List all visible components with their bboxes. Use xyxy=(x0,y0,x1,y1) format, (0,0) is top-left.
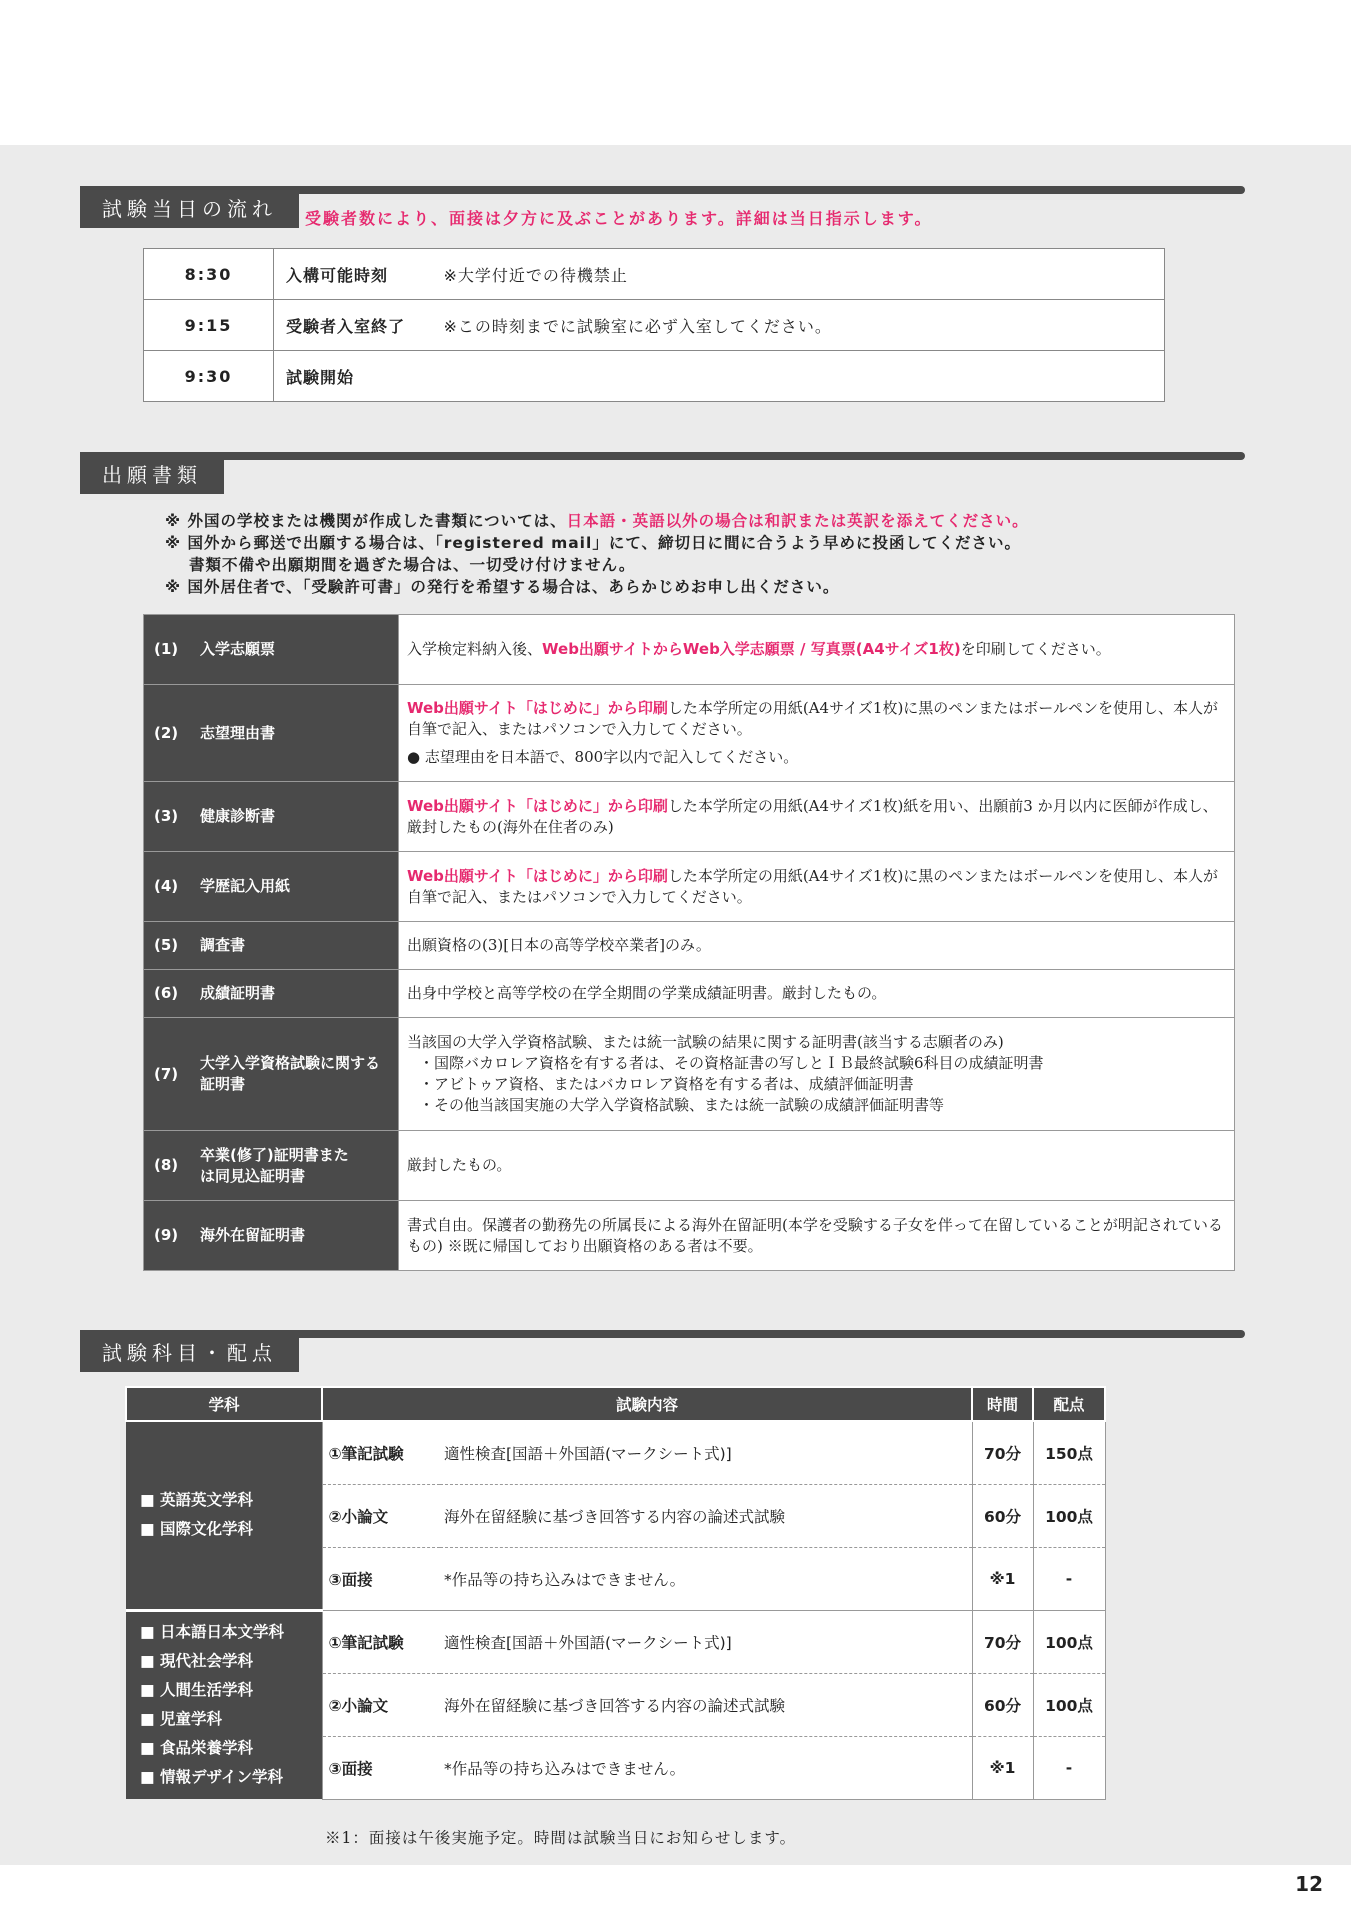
document-line: 当該国の大学入学資格試験、または統一試験の結果に関する証明書(該当する志願者のみ) xyxy=(407,1033,1004,1051)
document-row xyxy=(144,970,1235,1018)
subjects-footnote: ※1：面接は午後実施予定。時間は試験当日にお知らせします。 xyxy=(325,1829,797,1847)
exam-score: 100点 xyxy=(1033,1673,1105,1736)
exam-type: ①筆記試験 xyxy=(322,1421,440,1484)
document-label: 学歴記入用紙 xyxy=(200,877,291,895)
page-number: 12 xyxy=(1295,1872,1323,1896)
document-row xyxy=(144,1018,1235,1131)
document-highlight: Web出願サイト「はじめに」から印刷 xyxy=(407,866,668,885)
document-number: (1) xyxy=(154,640,179,658)
document-header xyxy=(144,922,399,970)
document-highlight: Web出願サイト「はじめに」から印刷 xyxy=(407,699,668,717)
exam-type: ①筆記試験 xyxy=(322,1610,440,1673)
document-text: した本学所定の用紙(A4サイズ1枚)紙を用い、出願前3 か月以内に医師が作成し、厳封したもの(海外在住者のみ) xyxy=(407,796,1218,836)
document-line: ・アビトゥア資格、またはバカロレア資格を有する者は、成績評価証明書 xyxy=(419,1075,914,1093)
document-header xyxy=(144,1201,399,1271)
document-row xyxy=(144,1131,1235,1201)
header-dept: 学科 xyxy=(126,1387,322,1421)
document-description xyxy=(399,852,1235,922)
documents-table xyxy=(143,614,1235,1271)
document-header xyxy=(144,852,399,922)
document-label: 海外在留証明書 xyxy=(200,1226,306,1244)
subject-row xyxy=(126,1610,1105,1673)
subject-row xyxy=(126,1421,1105,1484)
department-name: ■ 児童学科 xyxy=(140,1710,223,1729)
document-number: (6) xyxy=(154,984,179,1002)
docs-note-1-highlight: 日本語・英語以外の場合は和訳または英訳を添えてください。 xyxy=(566,512,1029,530)
document-text: 入学検定料納入後、 xyxy=(407,640,543,658)
exam-content: 適性検査[国語＋外国語(マークシート式)] xyxy=(440,1421,972,1484)
schedule-note xyxy=(434,351,1165,402)
exam-content: *作品等の持ち込みはできません。 xyxy=(440,1736,972,1799)
document-number: (8) xyxy=(154,1156,179,1174)
exam-content: *作品等の持ち込みはできません。 xyxy=(440,1547,972,1610)
exam-score: 150点 xyxy=(1033,1421,1105,1484)
document-line: ・その他当該国実施の大学入学資格試験、または統一試験の成績評価証明書等 xyxy=(419,1096,945,1114)
exam-score: 100点 xyxy=(1033,1484,1105,1547)
schedule-row xyxy=(144,300,1165,351)
document-header xyxy=(144,1131,399,1201)
schedule-label: 入構可能時刻 xyxy=(274,249,434,300)
document-description xyxy=(399,782,1235,852)
department-name: ■ 国際文化学科 xyxy=(140,1520,254,1539)
document-row xyxy=(144,782,1235,852)
exam-content: 海外在留経験に基づき回答する内容の論述式試験 xyxy=(440,1673,972,1736)
document-row xyxy=(144,685,1235,782)
exam-score: - xyxy=(1033,1736,1105,1799)
subjects-table xyxy=(125,1386,1106,1800)
document-number: (2) xyxy=(154,723,179,742)
exam-time: ※1 xyxy=(972,1736,1033,1799)
exam-content: 海外在留経験に基づき回答する内容の論述式試験 xyxy=(440,1484,972,1547)
document-description: 出願資格の(3)[日本の高等学校卒業者]のみ。 xyxy=(399,922,1235,970)
document-label: 入学志願票 xyxy=(200,640,276,658)
document-number: (9) xyxy=(154,1226,179,1244)
exam-score: 100点 xyxy=(1033,1610,1105,1673)
section-bar-docs xyxy=(80,452,1245,460)
document-text: した本学所定の用紙(A4サイズ1枚)に黒のペンまたはボールペンを使用し、本人が自筆で記入、またはパソコンで入力してください。 xyxy=(407,866,1219,906)
document-highlight: Web出願サイトからWeb入学志願票 / 写真票(A4サイズ1枚) xyxy=(542,640,961,658)
schedule-row xyxy=(144,249,1165,300)
document-label: 卒業(修了)証明書または同見込証明書 xyxy=(200,1145,349,1185)
section-title-subjects: 試験科目・配点 xyxy=(80,1330,299,1372)
document-number: (3) xyxy=(154,807,179,825)
document-row xyxy=(144,852,1235,922)
document-number: (5) xyxy=(154,936,179,954)
document-highlight: Web出願サイト「はじめに」から印刷 xyxy=(407,796,668,815)
schedule-time: 8:30 xyxy=(144,249,274,300)
schedule-table xyxy=(143,248,1165,402)
header-time: 時間 xyxy=(972,1387,1033,1421)
document-row xyxy=(144,922,1235,970)
schedule-label: 受験者入室終了 xyxy=(274,300,434,351)
docs-note-1 xyxy=(165,510,1029,532)
document-number: (7) xyxy=(154,1064,179,1083)
document-description xyxy=(399,1018,1235,1131)
section-title-flow: 試験当日の流れ xyxy=(80,186,299,228)
docs-note-3: ※ 国外居住者で、「受験許可書」の発行を希望する場合は、あらかじめお申し出ください。 xyxy=(165,578,840,596)
exam-content: 適性検査[国語＋外国語(マークシート式)] xyxy=(440,1610,972,1673)
exam-type: ③面接 xyxy=(322,1547,440,1610)
subjects-header-row xyxy=(126,1387,1105,1421)
schedule-time: 9:30 xyxy=(144,351,274,402)
document-description xyxy=(399,615,1235,685)
exam-time: ※1 xyxy=(972,1547,1033,1610)
header-content: 試験内容 xyxy=(322,1387,972,1421)
document-description: 出身中学校と高等学校の在学全期間の学業成績証明書。厳封したもの。 xyxy=(399,970,1235,1018)
exam-time: 70分 xyxy=(972,1610,1033,1673)
exam-time: 70分 xyxy=(972,1421,1033,1484)
exam-score: - xyxy=(1033,1547,1105,1610)
document-label: 大学入学資格試験に関する証明書 xyxy=(200,1054,381,1093)
document-description: 書式自由。保護者の勤務先の所属長による海外在留証明(本学を受験する子女を伴って在留していることが明記されているもの) ※既に帰国しており出願資格のある者は不要。 xyxy=(399,1201,1235,1271)
document-extra-note: ● 志望理由を日本語で、800字以内で記入してください。 xyxy=(407,748,799,766)
exam-type: ②小論文 xyxy=(322,1484,440,1547)
department-name: ■ 現代社会学科 xyxy=(140,1652,254,1671)
document-row xyxy=(144,1201,1235,1271)
department-name: ■ 食品栄養学科 xyxy=(140,1739,254,1758)
section-title-docs: 出願書類 xyxy=(80,452,224,494)
document-header xyxy=(144,685,399,782)
department-name: ■ 人間生活学科 xyxy=(140,1681,254,1700)
department-name: ■ 日本語日本文学科 xyxy=(140,1623,285,1642)
docs-notes xyxy=(165,510,1029,598)
department-name: ■ 英語英文学科 xyxy=(140,1491,254,1510)
docs-note-1-text: ※ 外国の学校または機関が作成した書類については、 xyxy=(165,512,567,530)
document-header xyxy=(144,970,399,1018)
document-header xyxy=(144,782,399,852)
exam-time: 60分 xyxy=(972,1673,1033,1736)
document-label: 健康診断書 xyxy=(200,807,276,825)
schedule-row xyxy=(144,351,1165,402)
document-label: 調査書 xyxy=(200,936,246,954)
docs-note-2b: 書類不備や出願期間を過ぎた場合は、一切受け付けません。 xyxy=(189,556,636,574)
document-line: ・国際バカロレア資格を有する者は、その資格証書の写しとＩＢ最終試験6科目の成績証明書 xyxy=(419,1054,1044,1072)
schedule-note: ※大学付近での待機禁止 xyxy=(434,249,1165,300)
exam-time: 60分 xyxy=(972,1484,1033,1547)
document-description: 厳封したもの。 xyxy=(399,1131,1235,1201)
schedule-note: ※この時刻までに試験室に必ず入室してください。 xyxy=(434,300,1165,351)
document-row xyxy=(144,615,1235,685)
exam-type: ③面接 xyxy=(322,1736,440,1799)
department-name: ■ 情報デザイン学科 xyxy=(140,1768,283,1787)
document-description xyxy=(399,685,1235,782)
schedule-label: 試験開始 xyxy=(274,351,434,402)
exam-type: ②小論文 xyxy=(322,1673,440,1736)
schedule-time: 9:15 xyxy=(144,300,274,351)
document-header xyxy=(144,1018,399,1131)
document-label: 成績証明書 xyxy=(200,984,276,1002)
document-header xyxy=(144,615,399,685)
department-group xyxy=(126,1610,322,1799)
header-score: 配点 xyxy=(1033,1387,1105,1421)
docs-note-2: ※ 国外から郵送で出願する場合は、「registered mail」にて、締切日に間に合うよう早めに投函してください。 xyxy=(165,534,1022,552)
flow-note: 受験者数により、面接は夕方に及ぶことがあります。詳細は当日指示します。 xyxy=(305,209,933,228)
department-group xyxy=(126,1421,322,1610)
document-text: した本学所定の用紙(A4サイズ1枚)に黒のペンまたはボールペンを使用し、本人が自筆で記入、またはパソコンで入力してください。 xyxy=(407,699,1219,738)
document-number: (4) xyxy=(154,877,179,895)
document-label: 志望理由書 xyxy=(200,723,276,742)
document-text: を印刷してください。 xyxy=(960,640,1111,658)
